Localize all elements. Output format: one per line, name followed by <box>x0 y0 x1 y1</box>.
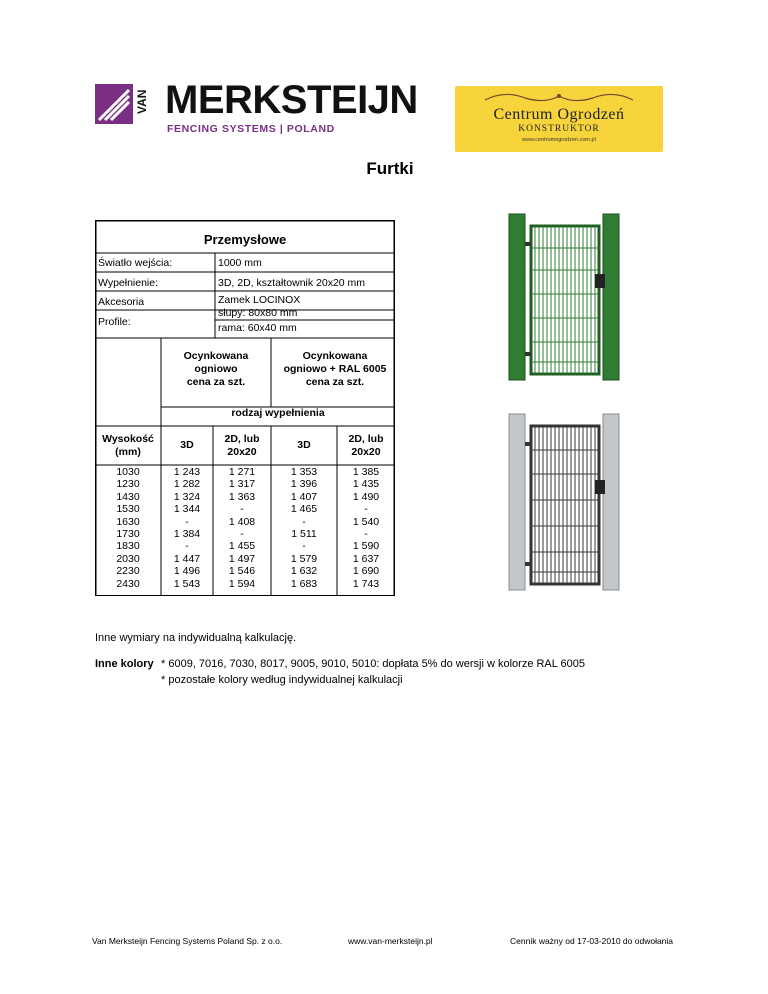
price-cell: 1 455 <box>228 540 256 553</box>
colors-note-2: * pozostałe kolory według indywidualnej kalkulacji <box>161 674 403 686</box>
price-cell: 1 435 <box>352 478 380 491</box>
spec-label: Profile: <box>98 316 131 328</box>
price-cell: 1 632 <box>290 565 318 578</box>
spec-value: 1000 mm <box>218 257 262 269</box>
price-header-ral: Ocynkowana ogniowo + RAL 6005 cena za szt. <box>283 350 387 388</box>
spec-label: Światło wejścia: <box>98 257 173 269</box>
price-cell: 1 324 <box>173 490 201 503</box>
price-cell: 1 384 <box>173 528 201 540</box>
page-title: Furtki <box>366 159 414 178</box>
price-cell: 1 579 <box>290 552 318 565</box>
height-cell: 2430 <box>116 577 140 590</box>
table-title: Przemysłowe <box>203 232 287 247</box>
gray-gate-image <box>505 412 623 592</box>
price-body <box>95 467 395 593</box>
price-cell: 1 743 <box>352 577 380 590</box>
van-merksteijn-emblem-icon <box>95 84 133 124</box>
ornament-icon <box>455 88 663 108</box>
price-cell: - <box>185 540 189 553</box>
spec-value: słupy: 80x80 mm <box>218 307 298 319</box>
price-cell: 1 637 <box>352 552 380 565</box>
van-merksteijn-logo <box>95 78 430 136</box>
price-table <box>95 220 395 596</box>
height-cell: 1730 <box>116 528 140 540</box>
price-cell: 1 546 <box>228 565 256 578</box>
logo-tagline: FENCING SYSTEMS | POLAND <box>167 123 335 135</box>
price-cell: 1 317 <box>228 478 256 491</box>
price-cell: 1 496 <box>173 565 201 578</box>
subheader: 2D, lub 20x20 <box>348 433 384 458</box>
subheader: 2D, lub 20x20 <box>224 433 260 458</box>
height-cell: 2030 <box>116 552 140 565</box>
price-cell: - <box>364 528 368 540</box>
logo-url: www.centrumogrodzen.com.pl <box>522 137 596 143</box>
price-cell: 1 447 <box>173 552 201 565</box>
logo-name: Centrum Ogrodzeń <box>493 106 625 123</box>
logo-sub: KONSTRUKTOR <box>518 124 600 134</box>
price-cell: 1 271 <box>228 466 256 478</box>
footer-company: Van Merksteijn Fencing Systems Poland Sp. z o.o. <box>92 936 283 946</box>
price-cell: 1 353 <box>290 466 318 478</box>
price-cell: - <box>302 540 306 553</box>
height-cell: 1430 <box>116 490 140 503</box>
height-header: Wysokość (mm) <box>102 433 154 458</box>
price-cell: - <box>240 503 244 516</box>
price-cell: 1 243 <box>173 466 201 478</box>
price-cell: 1 590 <box>352 540 380 553</box>
colors-label: Inne kolory <box>95 658 154 670</box>
price-cell: 1 690 <box>352 565 380 578</box>
price-cell: 1 385 <box>352 466 380 478</box>
spec-value: 3D, 2D, kształtownik 20x20 mm <box>218 277 366 289</box>
logo-prefix: VAN <box>135 89 149 114</box>
footer-website: www.van-merksteijn.pl <box>348 936 433 946</box>
price-cell: 1 396 <box>290 478 318 491</box>
price-cell: 1 683 <box>290 577 318 590</box>
height-cell: 1830 <box>116 540 140 553</box>
price-cell: 1 363 <box>228 490 256 503</box>
price-cell: - <box>364 503 368 516</box>
price-cell: - <box>240 528 244 540</box>
price-cell: 1 407 <box>290 490 318 503</box>
subheader: 3D <box>297 439 311 451</box>
height-cell: 2230 <box>116 565 140 578</box>
price-cell: 1 408 <box>228 515 256 528</box>
spec-value: rama: 60x40 mm <box>218 322 297 334</box>
spec-label: Wypełnienie: <box>98 277 159 289</box>
logo-name: MERKSTEIJN <box>165 78 418 122</box>
height-cell: 1030 <box>116 466 140 478</box>
subheader: 3D <box>180 439 194 451</box>
height-cell: 1630 <box>116 515 140 528</box>
custom-size-note: Inne wymiary na indywidualną kalkulację. <box>95 632 297 644</box>
price-cell: 1 465 <box>290 503 318 516</box>
price-cell: 1 344 <box>173 503 201 516</box>
price-cell: 1 282 <box>173 478 201 491</box>
centrum-ogrodzen-logo <box>455 86 663 152</box>
price-cell: 1 490 <box>352 490 380 503</box>
price-cell: 1 497 <box>228 552 256 565</box>
price-cell: 1 511 <box>291 528 317 540</box>
price-cell: - <box>185 515 189 528</box>
price-header-galvanized: Ocynkowana ogniowo cena za szt. <box>183 350 249 388</box>
price-cell: 1 540 <box>352 515 380 528</box>
colors-note-1: * 6009, 7016, 7030, 8017, 9005, 9010, 5010: dopłata 5% do wersji w kolorze RAL 6005 <box>161 658 586 670</box>
spec-label: Akcesoria <box>98 296 145 308</box>
spec-value: Zamek LOCINOX <box>218 294 301 306</box>
price-cell: 1 594 <box>228 577 256 590</box>
green-gate-image <box>505 212 623 382</box>
fill-type-label: rodzaj wypełnienia <box>231 407 325 419</box>
price-cell: 1 543 <box>173 577 201 590</box>
height-cell: 1230 <box>116 478 140 491</box>
height-cell: 1530 <box>116 503 140 516</box>
footer-validity: Cennik ważny od 17-03-2010 do odwołania <box>510 936 674 946</box>
price-cell: - <box>302 515 306 528</box>
